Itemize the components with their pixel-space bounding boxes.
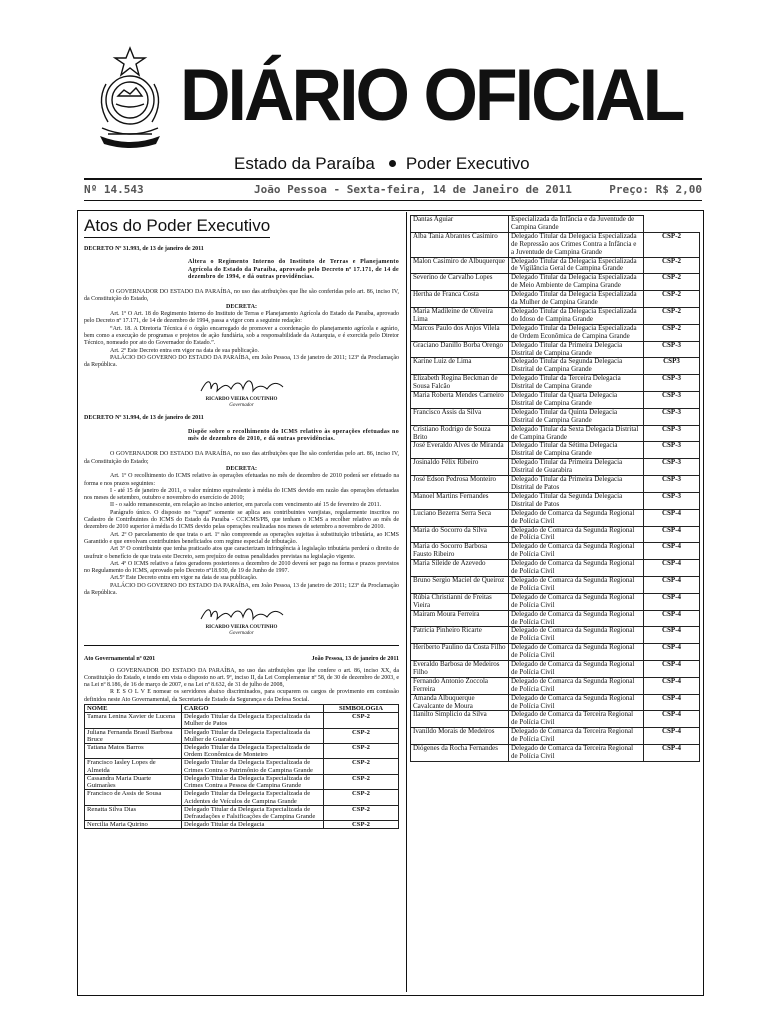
cell-position: Delegado Titular da Sétima Delegacia Distrital de Campina Grande (509, 442, 644, 459)
cell-symbol: CSP-3 (644, 442, 700, 459)
state-name: Estado da Paraíba (234, 154, 375, 173)
cell-name: Francisco Assis da Silva (411, 408, 509, 425)
cell-name: Ilanilto Simplicio da Silva (411, 711, 509, 728)
cell-name: Everaldo Barbosa de Medeiros Filho (411, 661, 509, 678)
cell-position: Delegado Titular da Quinta Delegacia Distrital de Campina Grande (509, 408, 644, 425)
cell-name: Fernando Antonio Zoccola Ferreira (411, 677, 509, 694)
cell-symbol: CSP-4 (644, 509, 700, 526)
cell-symbol: CSP-4 (644, 644, 700, 661)
decree-paragraph: O GOVERNADOR DO ESTADO DA PARAÍBA, no uso das atribuições que lhe são conferidas pelo art. 86, inciso IV, da Constituição do Estado, (84, 289, 399, 303)
cell-position: Delegado Titular da Quarta Delegacia Distrital de Campina Grande (509, 392, 644, 409)
table-row (411, 543, 700, 560)
cell-name: Hertha de Franca Costa (411, 291, 509, 308)
decree-paragraph: Art. 1º O recolhimento do ICMS relativo às operações efetuadas no mês de dezembro de 2010 poderá ser efetuado na forma e nos prazos seguintes: (84, 473, 399, 487)
table-row (411, 375, 700, 392)
decree-header: DECRETO Nº 31.993, de 13 de janeiro de 2011 (84, 246, 204, 252)
decree-paragraph: Art. 1º O Art. 18 do Regimento Interno do Instituto de Terras e Planejamento Agrícola do Estado da Paraíba, aprovado pelo Decreto nº 17.171, de 14 de dezembro de 1994, passa a vigor com a seguinte redação: (84, 311, 399, 325)
signature-name: RICARDO VIEIRA COUTINHO (205, 625, 278, 631)
cell-position: Delegado Titular da Delegacia Especializada de Vigilância Geral de Campina Grande (509, 257, 644, 274)
cell-position: Delegado Titular da Delegacia Especializada de Ordem Econômica de Monteiro (182, 744, 324, 759)
cell-symbol: CSP-4 (644, 526, 700, 543)
cell-symbol: CSP-3 (644, 408, 700, 425)
column-header-symbol: SIMBOLOGIA (324, 705, 399, 713)
cell-name: Heriberto Paulino da Costa Filho (411, 644, 509, 661)
cell-name: Tamara Lenina Xavier de Lucena (85, 713, 182, 728)
table-row (411, 442, 700, 459)
cell-name: Severino de Carvalho Lopes (411, 274, 509, 291)
table-row (411, 576, 700, 593)
cell-name: Elizabeth Regina Beckman de Sousa Falcão (411, 375, 509, 392)
cell-name: Juliana Fernanda Brasil Barbosa Bruce (85, 728, 182, 743)
cell-name: José Edson Pedrosa Monteiro (411, 476, 509, 493)
cell-name: Josinaldo Félix Ribeiro (411, 459, 509, 476)
left-column (84, 215, 399, 829)
issue-number: Nº 14.543 (84, 183, 144, 196)
section-title: Atos do Poder Executivo (84, 215, 270, 238)
cell-name: Alba Tania Abrantes Casimiro (411, 232, 509, 257)
cell-symbol (644, 216, 700, 233)
divider (84, 200, 702, 201)
cell-name: Maria Madileine de Oliveira Lima (411, 307, 509, 324)
table-row (411, 307, 700, 324)
cell-symbol: CSP-4 (644, 661, 700, 678)
decree-decreta: DECRETA: (226, 465, 257, 472)
table-row (411, 257, 700, 274)
table-row (411, 216, 700, 233)
cell-position: Delegado de Comarca da Segunda Regional de Polícia Civil (509, 677, 644, 694)
cell-position: Delegado de Comarca da Segunda Regional de Polícia Civil (509, 593, 644, 610)
cell-symbol: CSP-4 (644, 745, 700, 762)
cell-symbol: CSP-3 (644, 492, 700, 509)
table-row (411, 459, 700, 476)
table-row (411, 745, 700, 762)
cell-position: Delegado Titular da Delegacia Especializada de Meio Ambiente de Campina Grande (509, 274, 644, 291)
cell-position: Delegado de Comarca da Terceira Regional de Polícia Civil (509, 711, 644, 728)
table-row (411, 610, 700, 627)
decree-paragraph: Art. 4º O ICMS relativo a fatos geradores posteriores a dezembro de 2010 deverá ser pago na forma e prazos previstos no Regulamento do ICMS, aprovado pelo Decreto nº18.930, de 19 de Junho de 1997. (84, 560, 399, 575)
cell-symbol: CSP-4 (644, 543, 700, 560)
cell-name: Francisco Iasley Lopes de Almeida (85, 759, 182, 774)
cell-symbol: CSP-2 (644, 324, 700, 341)
cell-symbol: CSP3 (644, 358, 700, 375)
cell-position: Delegado Titular da Delegacia Especializada da Mulher de Guarabira (182, 728, 324, 743)
decree-paragraph: PALÁCIO DO GOVERNO DO ESTADO DA PARAÍBA, em João Pessoa, 13 de janeiro de 2011; 123º da Proclamação da República. (84, 354, 399, 369)
cell-name: Renatta Silva Dias (85, 805, 182, 820)
decree-paragraph: PALÁCIO DO GOVERNO DO ESTADO DA PARAÍBA, em João Pessoa, 13 de janeiro de 2011; 123º da Proclamação da República. (84, 582, 399, 596)
cell-symbol: CSP-4 (644, 728, 700, 745)
table-row (85, 790, 399, 805)
decree-ementa: Altera o Regimento Interno do Instituto de Terras e Planejamento Agrícola do Estado da Paraíba, aprovado pelo Decreto nº 17.171, de 14 de dezembro de 1994, e dá outras providências. (188, 259, 399, 280)
cell-name: Mairam Moura Ferreira (411, 610, 509, 627)
table-row (85, 744, 399, 759)
cell-name: José Everaldo Alves de Miranda (411, 442, 509, 459)
table-row (85, 805, 399, 820)
signature-image (197, 375, 287, 397)
column-header-position: CARGO (182, 705, 324, 713)
cell-name: Maria Sileide de Azevedo (411, 560, 509, 577)
cell-position: Delegado de Comarca da Segunda Regional de Polícia Civil (509, 509, 644, 526)
cell-name: Tatiana Matos Barros (85, 744, 182, 759)
act-date: João Pessoa, 13 de janeiro de 2011 (311, 656, 399, 663)
decree-paragraph: Art 3º O contribuinte que tenha praticado atos que caracterizam infringência à legislação tributária perderá o direito de usufruir o benefício de que trata este Decreto, sem prejuízo de outras penalidades previstas na legislação vigente. (84, 546, 399, 560)
decree-paragraph: Art. 2º Este Decreto entra em vigor na data de sua publicação. (110, 347, 259, 354)
decree-decreta: DECRETA: (226, 303, 257, 310)
table-row (411, 728, 700, 745)
table-row (411, 694, 700, 711)
cell-symbol: CSP-4 (644, 694, 700, 711)
cell-symbol: CSP-3 (644, 392, 700, 409)
table-row (411, 644, 700, 661)
column-header-name: NOME (85, 705, 182, 713)
cell-symbol: CSP-2 (324, 759, 399, 774)
decree-paragraph: O GOVERNADOR DO ESTADO DA PARAÍBA, no uso das atribuições que lhe são conferidas pelo art. 86, inciso IV, da Constituição do Estado; (84, 451, 399, 465)
cell-symbol: CSP-2 (644, 307, 700, 324)
table-row (85, 728, 399, 743)
table-row (411, 408, 700, 425)
cell-symbol: CSP-2 (644, 232, 700, 257)
signature-name: RICARDO VIEIRA COUTINHO (205, 397, 278, 403)
cell-name: Amanda Albuquerque Cavalcante de Moura (411, 694, 509, 711)
table-row (85, 713, 399, 728)
table-row (85, 774, 399, 789)
table-row (411, 232, 700, 257)
info-bar (84, 181, 702, 199)
cell-symbol: CSP-2 (324, 790, 399, 805)
divider (84, 645, 399, 646)
cell-symbol: CSP-4 (644, 593, 700, 610)
cell-position: Delegado de Comarca da Terceira Regional de Polícia Civil (509, 745, 644, 762)
table-row (411, 476, 700, 493)
divider (84, 178, 702, 180)
act-header (84, 656, 399, 663)
cell-position: Delegado Titular da Delegacia Especializada de Repressão aos Crimes Contra a Infância e a Juventude de Campina Grande (509, 232, 644, 257)
cell-position: Delegado Titular da Terceira Delegacia Distrital de Campina Grande (509, 375, 644, 392)
cell-symbol: CSP-3 (644, 375, 700, 392)
cell-name: Cassandra Maria Duarte Guimarães (85, 774, 182, 789)
cell-name: Ivanildo Morais de Medeiros (411, 728, 509, 745)
table-row (85, 759, 399, 774)
cell-name: Maria Roberta Mendes Carneiro (411, 392, 509, 409)
cell-position: Delegado de Comarca da Segunda Regional de Polícia Civil (509, 627, 644, 644)
cell-position: Delegado Titular da Delegacia Especializada da Mulher de Patos (182, 713, 324, 728)
cell-position: Delegado de Comarca da Segunda Regional de Polícia Civil (509, 526, 644, 543)
decree-paragraph: Parágrafo único. O disposto no “caput” somente se aplica aos contribuintes varejistas, regularmente inscritos no Cadastro de Contribuintes do ICMS do Estado da Paraíba - CCICMS/PB, que tenham o ICMS a recolher relativo ao mês de dezembro de 2010 superior à média do ICMS devido pelas operações realizadas nos meses de setembro a novembro de 2010. (84, 509, 399, 531)
appointments-table (84, 704, 399, 829)
cell-position: Delegado Titular da Delegacia Especializada de Crimes Contra a Pessoa de Campina Grande (182, 774, 324, 789)
signature-role: Governador (229, 631, 254, 637)
decree-header: DECRETO Nº 31.994, de 13 de janeiro de 2011 (84, 415, 204, 422)
coat-of-arms-logo (88, 44, 172, 152)
decree-paragraph: II - o saldo remanescente, em relação ao inciso anterior, em parcela com vencimento até 15 de fevereiro de 2011. (110, 502, 382, 509)
cell-position: Delegado de Comarca da Segunda Regional de Polícia Civil (509, 661, 644, 678)
cell-name: Nercilia Maria Quirino (85, 821, 182, 829)
table-row (411, 627, 700, 644)
cell-symbol: CSP-2 (324, 774, 399, 789)
cell-symbol: CSP-2 (324, 713, 399, 728)
cell-symbol: CSP-3 (644, 459, 700, 476)
cell-name: Francisco de Assis de Sousa (85, 790, 182, 805)
cell-position: Delegado Titular da Primeira Delegacia Distrital de Guarabira (509, 459, 644, 476)
cell-position: Delegado de Comarca da Segunda Regional de Polícia Civil (509, 543, 644, 560)
cell-name: Patricia Pinheiro Ricarte (411, 627, 509, 644)
cell-symbol: CSP-4 (644, 677, 700, 694)
cell-name: Karine Luiz de Lima (411, 358, 509, 375)
table-row (411, 274, 700, 291)
price: Preço: R$ 2,00 (609, 183, 702, 196)
cell-name: Maria do Socorro Barbosa Fausto Ribeiro (411, 543, 509, 560)
cell-position: Delegado Titular da Delegacia Especializada de Acidentes de Veículos de Campina Grande (182, 790, 324, 805)
cell-position: Delegado Titular da Delegacia Especializada do Idoso de Campina Grande (509, 307, 644, 324)
cell-name: Bruno Sergio Maciel de Queiroz (411, 576, 509, 593)
appointments-table-continued (410, 215, 700, 762)
cell-symbol: CSP-2 (324, 744, 399, 759)
table-row (411, 291, 700, 308)
table-row (411, 661, 700, 678)
cell-symbol: CSP-2 (644, 257, 700, 274)
cell-position: Delegado de Comarca da Segunda Regional de Polícia Civil (509, 576, 644, 593)
table-row (411, 593, 700, 610)
cell-symbol: CSP-2 (324, 805, 399, 820)
cell-symbol: CSP-4 (644, 576, 700, 593)
cell-symbol: CSP-2 (324, 821, 399, 829)
act-paragraph: O GOVERNADOR DO ESTADO DA PARAÍBA, no uso das atribuições que lhe confere o art. 86, inciso XX, da Constituição do Estado, e tendo em vista o disposto no art. 9º, inciso II, da Lei Complementar nº 58, de 30 de dezembro de 2003, e na Lei nº 8.186, de 16 de março de 2007, e na Lei nº 8.632, de 31 de julho de 2008, (84, 667, 399, 689)
power-name: Poder Executivo (405, 154, 530, 173)
cell-symbol: CSP-4 (644, 560, 700, 577)
cell-position: Delegado de Comarca da Segunda Regional de Polícia Civil (509, 694, 644, 711)
cell-position: Delegado Titular da Segunda Delegacia Distrital de Campina Grande (509, 358, 644, 375)
act-paragraph: R E S O L V E nomear os servidores abaixo discriminados, para ocuparem os cargos de provimento em comissão definidos neste Ato Governamental, da Secretaria de Estado da Segurança e da Defesa Social. (84, 689, 399, 703)
cell-position: Delegado Titular da Delegacia Especializada de Ordem Econômica de Campina Grande (509, 324, 644, 341)
decree-paragraph: “Art. 18. A Diretoria Técnica é o órgão encarregado de promover a coordenação do planejamento agrícola e agrário, bem como a execução de programas e projetos de ação fundiária, sob a responsabilidade da Autarquia, e é exercida pelo Diretor Técnico, nomeado por ato do Governador do Estado.”. (84, 325, 399, 347)
signature-image (197, 603, 287, 625)
cell-position: Delegado de Comarca da Segunda Regional de Polícia Civil (509, 610, 644, 627)
table-row (411, 324, 700, 341)
table-row (411, 560, 700, 577)
cell-position: Delegado de Comarca da Segunda Regional de Polícia Civil (509, 644, 644, 661)
table-row (411, 677, 700, 694)
cell-position: Delegado Titular da Sexta Delegacia Distrital de Campina Grande (509, 425, 644, 442)
right-column (410, 215, 700, 762)
cell-symbol: CSP-4 (644, 610, 700, 627)
cell-symbol: CSP-2 (324, 728, 399, 743)
cell-position: Delegado Titular da Primeira Delegacia Distrital de Patos (509, 476, 644, 493)
table-header-row (85, 705, 399, 713)
table-row (411, 341, 700, 358)
cell-name: Maria do Socorro da Silva (411, 526, 509, 543)
act-number: Ato Governamental nº 0201 (84, 656, 156, 663)
cell-symbol: CSP-2 (644, 291, 700, 308)
cell-symbol: CSP-4 (644, 711, 700, 728)
masthead-title: DIÁRIO OFICIAL (180, 54, 683, 136)
column-divider (406, 212, 407, 992)
cell-name: Luciano Bezerra Serra Seca (411, 509, 509, 526)
table-row (411, 492, 700, 509)
cell-symbol: CSP-2 (644, 274, 700, 291)
cell-position: Delegado Titular da Primeira Delegacia Distrital de Campina Grande (509, 341, 644, 358)
cell-symbol: CSP-3 (644, 341, 700, 358)
cell-name: Dantas Aguiar (411, 216, 509, 233)
cell-symbol: CSP-3 (644, 476, 700, 493)
cell-position: Delegado Titular da Delegacia Especializada de Crimes Contra o Patrimônio de Campina Grande (182, 759, 324, 774)
table-row (411, 509, 700, 526)
decree-paragraph: I - até 15 de janeiro de 2011, o valor mínimo equivalente à média do ICMS devido em razão das operações efetuadas nos meses de setembro, outubro e novembro do exercício de 2010; (84, 487, 399, 502)
cell-position: Especializada da Infância e da Juventude de Campina Grande (509, 216, 644, 233)
cell-symbol: CSP-3 (644, 425, 700, 442)
dateline: João Pessoa - Sexta-feira, 14 de Janeiro de 2011 (254, 183, 572, 196)
bullet-icon (389, 160, 396, 167)
cell-name: Cristiano Rodrigo de Souza Brito (411, 425, 509, 442)
decree-paragraph: Art. 2º O parcelamento de que trata o art. 1º não compreende as operações sujeitas à substituição tributária, ao ICMS Garantido e que envolvam contribuintes beneficiados com regime especial de tributação. (84, 531, 399, 545)
cell-position: Delegado Titular da Segunda Delegacia Distrital de Patos (509, 492, 644, 509)
cell-name: Marcos Paulo dos Anjos Vilela (411, 324, 509, 341)
cell-position: Delegado Titular da Delegacia Especializada de Defraudações e Falsificações de Campina Grande (182, 805, 324, 820)
cell-position: Delegado de Comarca da Segunda Regional de Polícia Civil (509, 560, 644, 577)
table-row (411, 711, 700, 728)
cell-name: Diógenes da Rocha Fernandes (411, 745, 509, 762)
cell-name: Rúbia Christianni de Freitas Vieira (411, 593, 509, 610)
decree-paragraph: Art.5º Este Decreto entra em vigor na data de sua publicação. (110, 575, 258, 582)
table-row (85, 821, 399, 829)
cell-symbol: CSP-4 (644, 627, 700, 644)
cell-position: Delegado Titular da Delegacia Especializada da Mulher de Campina Grande (509, 291, 644, 308)
masthead-subtitle (234, 154, 530, 174)
table-row (411, 526, 700, 543)
cell-name: Graciano Danillo Borba Orengo (411, 341, 509, 358)
cell-name: Malon Casimiro de Albuquerque (411, 257, 509, 274)
table-row (411, 425, 700, 442)
decree-ementa: Dispõe sobre o recolhimento do ICMS relativo às operações efetuadas no mês de dezembro de 2010, e dá outras providências. (188, 428, 399, 443)
cell-position: Delegado Titular da Delegacia (182, 821, 324, 829)
cell-position: Delegado de Comarca da Terceira Regional de Polícia Civil (509, 728, 644, 745)
table-row (411, 392, 700, 409)
table-row (411, 358, 700, 375)
signature-role: Governador (229, 403, 254, 409)
cell-name: Manoel Martins Fernandes (411, 492, 509, 509)
